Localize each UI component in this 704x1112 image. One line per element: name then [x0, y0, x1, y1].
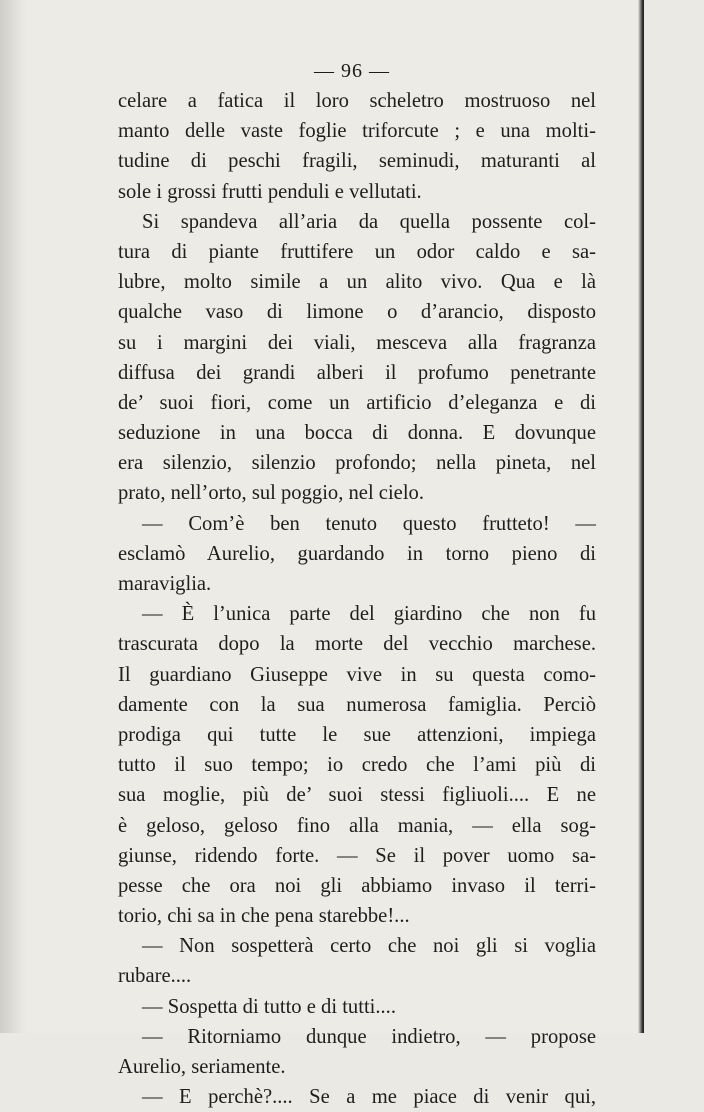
text-line: lubre, molto simile a un alito vivo. Qua e là	[118, 271, 596, 294]
page-number: — 96 —	[314, 60, 390, 82]
text-line: maraviglia.	[118, 573, 212, 595]
text-line: seduzione in una bocca di donna. E dovunque	[118, 422, 596, 445]
text-line: Si spandeva all’aria da quella possente col-	[142, 210, 596, 233]
text-line: qualche vaso di limone o d’arancio, disposto	[118, 301, 596, 324]
text-line: damente con la sua numerosa famiglia. Perciò	[118, 693, 596, 716]
text-line: — Com’è ben tenuto questo frutteto! —	[142, 512, 596, 535]
page-gutter-shadow	[0, 0, 26, 1033]
text-line: sua moglie, più de’ suoi stessi figliuoli.... E ne	[118, 784, 596, 807]
text-line: — Ritorniamo dunque indietro, — propose	[142, 1025, 596, 1048]
text-line: — È l’unica parte del giardino che non fu	[142, 603, 596, 626]
text-line: de’ suoi fiori, come un artificio d’eleganza e di	[118, 391, 596, 414]
text-line: sole i grossi frutti penduli e vellutati.	[118, 180, 422, 203]
text-line: Aurelio, seriamente.	[118, 1056, 286, 1078]
text-line: manto delle vaste foglie triforcute ; e una molti-	[118, 120, 596, 143]
body-text	[118, 86, 596, 1112]
text-line: è geloso, geloso fino alla mania, — ella sog-	[118, 814, 596, 837]
text-line: tudine di peschi fragili, seminudi, maturanti al	[118, 150, 596, 173]
text-line: prodiga qui tutte le sue attenzioni, impiega	[118, 723, 596, 746]
text-line: era silenzio, silenzio profondo; nella pineta, nel	[118, 452, 596, 475]
text-line: trascurata dopo la morte del vecchio marchese.	[118, 633, 596, 656]
text-line: Il guardiano Giuseppe vive in su questa como-	[118, 663, 596, 686]
text-line: celare a fatica il loro scheletro mostruoso nel	[118, 90, 596, 112]
text-line: tura di piante fruttifere un odor caldo e sa-	[118, 240, 596, 263]
text-line: diffusa dei grandi alberi il profumo penetrante	[118, 361, 596, 384]
text-line: — Sospetta di tutto e di tutti....	[142, 995, 396, 1018]
text-line: — E perchè?.... Se a me piace di venir qui,	[142, 1086, 596, 1109]
page-edge	[638, 0, 644, 1033]
text-line: tutto il suo tempo; io credo che l’ami più di	[118, 754, 596, 777]
text-line: giunse, ridendo forte. — Se il pover uomo sa-	[118, 844, 596, 867]
text-line: esclamò Aurelio, guardando in torno pieno di	[118, 542, 596, 565]
text-line: prato, nell’orto, sul poggio, nel cielo.	[118, 482, 424, 505]
text-line: rubare....	[118, 965, 192, 988]
text-line: torio, chi sa in che pena starebbe!...	[118, 905, 410, 928]
text-line: — Non sospetterà certo che noi gli si voglia	[142, 935, 596, 958]
text-line: su i margini dei viali, mesceva alla fragranza	[118, 331, 596, 354]
text-line: pesse che ora noi gli abbiamo invaso il terri-	[118, 874, 596, 897]
